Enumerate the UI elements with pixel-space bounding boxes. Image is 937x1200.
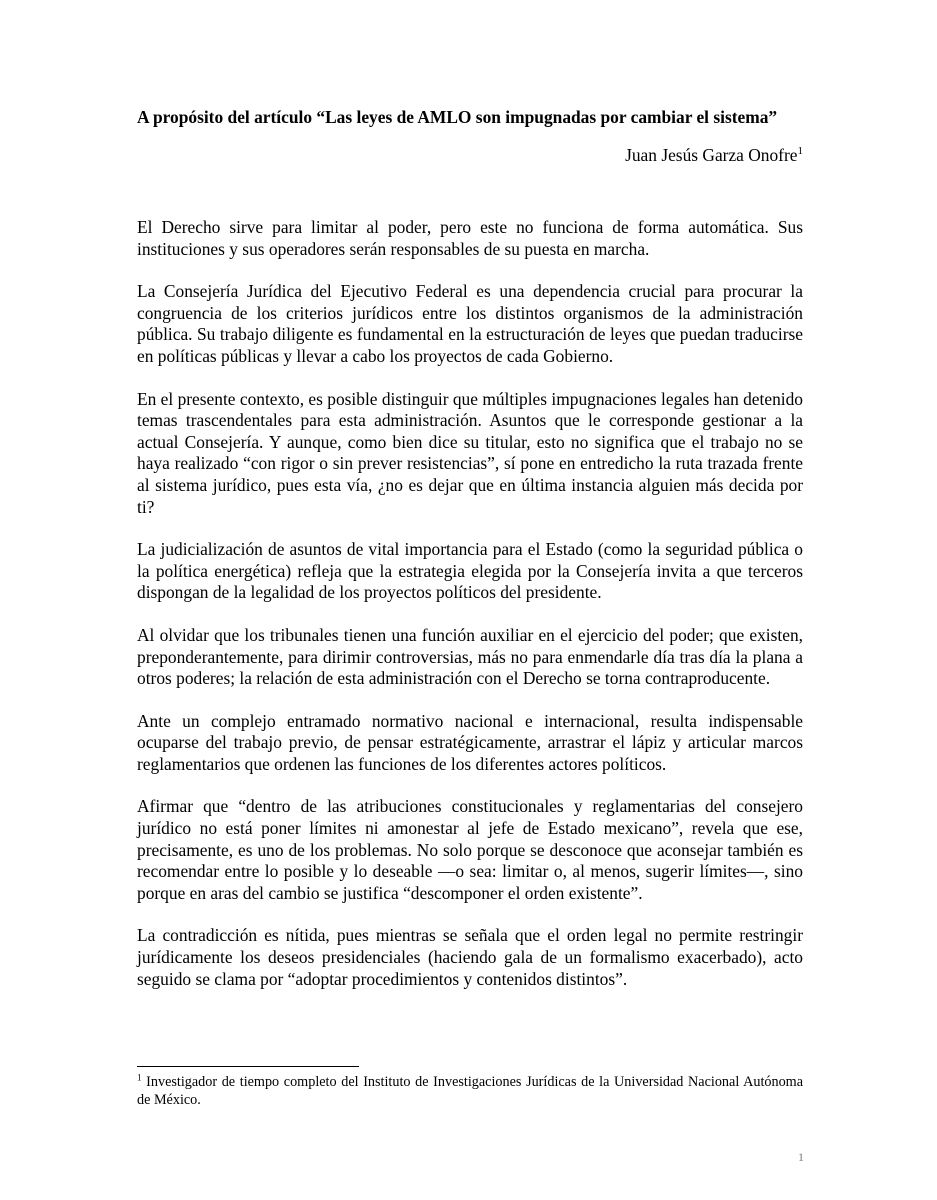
- document-title: A propósito del artículo “Las leyes de AMLO son impugnadas por cambiar el sistema”: [137, 107, 778, 127]
- paragraph-5: Al olvidar que los tribunales tienen una función auxiliar en el ejercicio del poder; que existen, preponderantemente, para dirimir controversias, más no para enmendarle día tras día la plana a otros poderes; la relación de esta administración con el Derecho se torna contraproducente.: [137, 624, 803, 689]
- author-footnote-mark: 1: [797, 145, 803, 158]
- footnote-mark: 1: [137, 1072, 142, 1083]
- paragraph-7: Afirmar que “dentro de las atribuciones constitucionales y reglamentarias del consejero jurídico no está poner límites ni amonestar al jefe de Estado mexicano”, revela que ese, precisamente, es uno de los problemas. No solo porque se desconoce que aconsejar también es recomendar entre lo posible y lo deseable —o sea: limitar o, al menos, sugerir límites—, sino porque en aras del cambio se justifica “descomponer el orden existente”.: [137, 796, 803, 903]
- footnote: [137, 1073, 803, 1109]
- paragraph-6: Ante un complejo entramado normativo nacional e internacional, resulta indispensable ocuparse del trabajo previo, de pensar estratégicamente, arrastrar el lápiz y articular marcos reglamentarios que ordenen las funciones de los diferentes actores políticos.: [137, 710, 803, 774]
- footnote-text: Investigador de tiempo completo del Instituto de Investigaciones Jurídicas de la Universidad Nacional Autónoma de México.: [137, 1074, 804, 1108]
- paragraph-8: La contradicción es nítida, pues mientras se señala que el orden legal no permite restringir jurídicamente los deseos presidenciales (haciendo gala de un formalismo exacerbado), acto seguido se clama por “adoptar procedimientos y contenidos distintos”.: [137, 925, 803, 989]
- paragraph-3: En el presente contexto, es posible distinguir que múltiples impugnaciones legales han detenido temas trascendentales para esta administración. Asuntos que le corresponde gestionar a la actual Consejería. Y aunque, como bien dice su titular, esto no significa que el trabajo no se haya realizado “con rigor o sin prever resistencias”, sí pone en entredicho la ruta trazada frente al sistema jurídico, pues esta vía, ¿no es dejar que en última instancia alguien más decida por ti?: [137, 388, 803, 517]
- footnote-divider: [137, 1066, 359, 1067]
- paragraph-4: La judicialización de asuntos de vital importancia para el Estado (como la seguridad pública o la política energética) refleja que la estrategia elegida por la Consejería invita a que terceros dispongan de la legalidad de los proyectos políticos del presidente.: [137, 539, 803, 603]
- author-name: Juan Jesús Garza Onofre: [625, 145, 798, 165]
- page-number: 1: [798, 1150, 804, 1164]
- author-line: [137, 144, 803, 167]
- paragraph-2: La Consejería Jurídica del Ejecutivo Federal es una dependencia crucial para procurar la congruencia de los criterios jurídicos entre los distintos organismos de la administración pública. Su trabajo diligente es fundamental en la estructuración de leyes que puedan traducirse en políticas públicas y llevar a cabo los proyectos de cada Gobierno.: [137, 281, 803, 366]
- document-content: [137, 106, 803, 1011]
- document-body: [137, 217, 803, 990]
- paragraph-1: El Derecho sirve para limitar al poder, pero este no funciona de forma automática. Sus instituciones y sus operadores serán responsables de su puesta en marcha.: [137, 217, 803, 259]
